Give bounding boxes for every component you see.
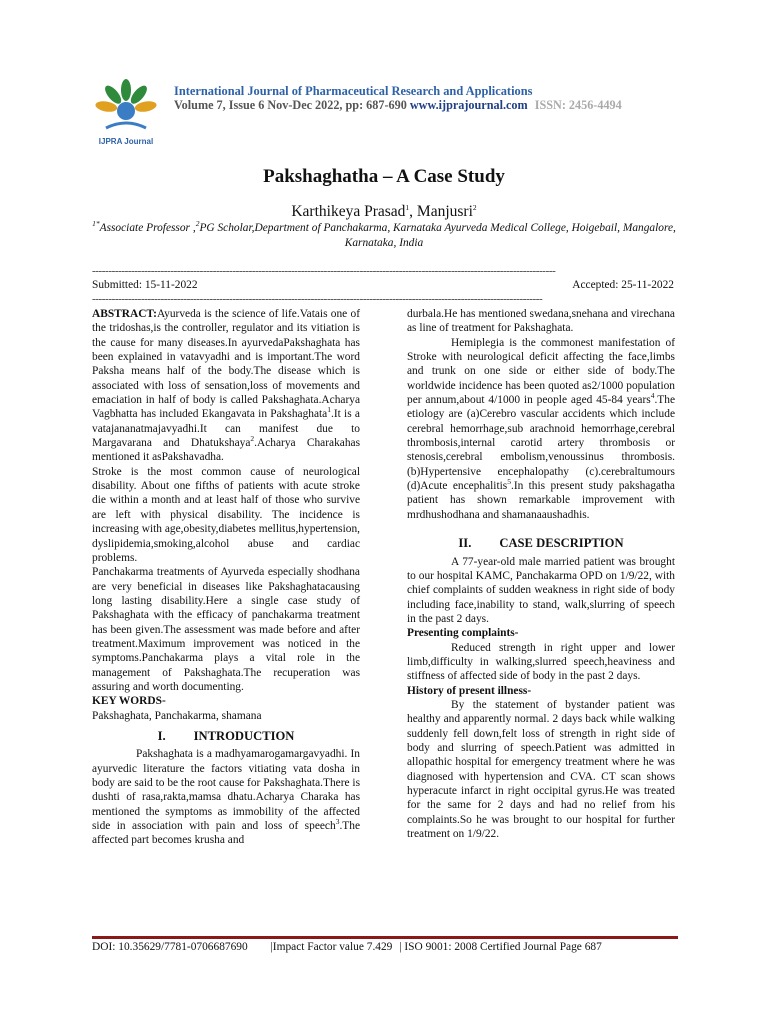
- journal-website-link[interactable]: www.ijprajournal.com: [409, 98, 528, 112]
- logo-text: IJPRA Journal: [98, 137, 154, 146]
- section-title: INTRODUCTION: [193, 728, 295, 743]
- abstract-text-3: .Acharya Charakahas mentioned it asPakshavadha.: [92, 437, 360, 464]
- hemi-ref-1: 4: [650, 391, 655, 401]
- affiliation: [92, 221, 676, 251]
- hemi-text-3: .In this present study pakshagatha patient has shown remarkable improvement with mrdhushodhana and shamanaaushadhis.: [407, 480, 675, 521]
- section-heading-introduction: [92, 729, 360, 743]
- authors: [0, 203, 768, 221]
- affil-part-1: Associate Professor ,: [99, 222, 196, 234]
- abstract-paragraph: [92, 307, 360, 465]
- abstract-ref-2: 2: [250, 434, 255, 444]
- author-separator: ,: [409, 203, 417, 220]
- impact-factor: |Impact Factor value 7.429: [270, 941, 393, 953]
- section-number: I.: [157, 728, 166, 743]
- journal-volume-line: [174, 98, 622, 113]
- abstract-paragraph-2: Stroke is the most common cause of neurological disability. About one fifths of patients with acute stroke die within a month and at least half of those who survive are left with physical disability. The incidence is increasing with age,obesity,diabetes mellitus,hypertension, dyslipidemia,smoking,alcohol abuse and cardiac problems.: [92, 465, 360, 564]
- author-1: Karthikeya Prasad: [291, 203, 406, 220]
- hemi-ref-2: 5: [507, 477, 511, 487]
- author-2: Manjusri: [416, 203, 473, 220]
- abstract-paragraph-3: Panchakarma treatments of Ayurveda especially shodhana are very beneficial in diseases like Pakshaghatacausing long lasting disability.Here a single case study of Pakshaghata with the efficacy of panchakarma treatment has been given.The assessment was made before and after treatment.Maximum improvement was noticed in the symptoms.Panchakarma plays a vital role in the management of Pakshaghata.The recuperation was assuring and worth documenting.: [92, 566, 360, 693]
- footer: [92, 941, 602, 953]
- case-paragraph: A 77-year-old male married patient was brought to our hospital KAMC, Panchakarma OPD on 1/9/22, with chief complaints of sudden weakness in right side of body including face,inability to stand, walk,slurring of speech in the past 2 days.: [407, 555, 675, 625]
- intro-text-2: .The affected part becomes krusha and: [92, 820, 360, 847]
- affil-sup-1: 1*: [92, 219, 100, 229]
- affil-part-2: PG Scholar,Department of Panchakarma, Karnataka Ayurveda Medical College, Hoigebail, Mangalore, Karnataka, India: [199, 222, 676, 249]
- doi[interactable]: DOI: 10.35629/7781-0706687690: [92, 941, 248, 953]
- right-column: [407, 307, 675, 841]
- footer-rule: [92, 936, 678, 939]
- abstract-label: ABSTRACT:: [92, 308, 157, 320]
- keywords-label: [92, 694, 360, 708]
- volume-info: Volume 7, Issue 6 Nov-Dec 2022, pp: 687-690: [174, 98, 407, 112]
- abstract-text-2: .It is a vatajananatmajavyadhi.It can manifest due to Margavarana and Dhatukshaya: [92, 408, 360, 450]
- paper-title: Pakshaghatha – A Case Study: [263, 166, 505, 187]
- hemiplegia-paragraph: [407, 336, 675, 522]
- left-column: [92, 307, 360, 848]
- keywords-label-text: KEY WORDS-: [92, 695, 166, 708]
- section-title: CASE DESCRIPTION: [499, 536, 624, 551]
- history-heading: History of present illness-: [407, 684, 532, 697]
- section-heading-case-description: [407, 536, 675, 550]
- author-1-sup: 1: [405, 202, 410, 212]
- abstract-ref-1: 1: [327, 405, 331, 415]
- abstract-text-1: Ayurveda is the science of life.Vatais one of the tridoshas,is the controller, regulator and its vitiation is the cause for many diseases.In ayurvedaPakshaghata has been explained in vatavyadhi and is important.The word Paksha means half of the body.The disease which is associated with loss of sensation,loss of movements and emaciation in half of body is called Pakshaghata.Acharya Vagbhatta has included Ekangavata in Pakshaghata: [92, 308, 360, 421]
- section-number: II.: [458, 536, 472, 551]
- continued-paragraph: durbala.He has mentioned swedana,snehana and virechana as line of treatment for Pakshaghata.: [407, 308, 675, 335]
- author-2-sup: 2: [472, 202, 477, 212]
- keywords: Pakshaghata, Panchakarma, shamana: [92, 709, 262, 722]
- hemi-text-2: .The etiology are (a)Cerebro vascular accidents which include cerebral hemorrhage,sub arachnoid hemorrhage,cerebral thrombosis,internal carotid artery thrombosis or stenosis,cerebral embolism,venoussinus thrombosis. (b)Hypertensive encephalopathy (c).cerebraltumours (d)Acute encephalitis: [407, 394, 675, 493]
- journal-name: International Journal of Pharmaceutical Research and Applications: [174, 84, 533, 98]
- iso-page: | ISO 9001: 2008 Certified Journal Page 687: [399, 941, 602, 953]
- journal-logo: [92, 78, 160, 148]
- presenting-complaints-paragraph: Reduced strength in right upper and lower limb,difficulty in walking,slurred speech,heaviness and stiffness of affected side of body in the past 2 days.: [407, 641, 675, 683]
- accepted-date: Accepted: 25-11-2022: [572, 279, 674, 291]
- intro-ref: 3: [335, 817, 340, 827]
- intro-text-1: Pakshaghata is a madhyamarogamargavyadhi. In ayurvedic literature the factors vitiating vata dosha in body are said to be the root cause for Pakshaghata.There is dushti of rasa,rakta,mamsa dhatu.Acharya Charaka has mentioned the symptoms as immobility of the affected side in association with pain and loss of speech: [92, 748, 360, 833]
- hemi-text-1: Hemiplegia is the commonest manifestation of Stroke with neurological deficit affecting the face,limbs and trunk on one side or either side of body.The worldwide incidence has been quoted as2/1000 population per annum,about 4/1000 in people aged 45-84 years: [407, 336, 675, 407]
- history-paragraph: By the statement of bystander patient was healthy and apparently normal. 2 days back while walking suddenly fell down,felt loss of strength in right side of body and slurring of speech.Patient was admitted in allopathic hospital for emergency treatment where he was diagnosed with hypertension and CVA. CT scan shows hyperacute infarct in right occipital gyrus.He was treated for the same for 2 days and had no relief from his complaints.So he was brought to our hospital for further treatment on 1/9/22.: [407, 698, 675, 841]
- introduction-paragraph: [92, 747, 360, 847]
- affil-sup-2: 2: [195, 219, 200, 229]
- issn: ISSN: 2456-4494: [534, 98, 622, 112]
- dash-separator-bottom: ------------------------------------------------------------------------------------------------------------------------------------------: [92, 293, 543, 305]
- dash-separator-top: ----------------------------------------------------------------------------------------------------------------------------------------------: [92, 265, 556, 277]
- submitted-date: Submitted: 15-11-2022: [92, 279, 198, 291]
- presenting-complaints-heading: Presenting complaints-: [407, 627, 519, 640]
